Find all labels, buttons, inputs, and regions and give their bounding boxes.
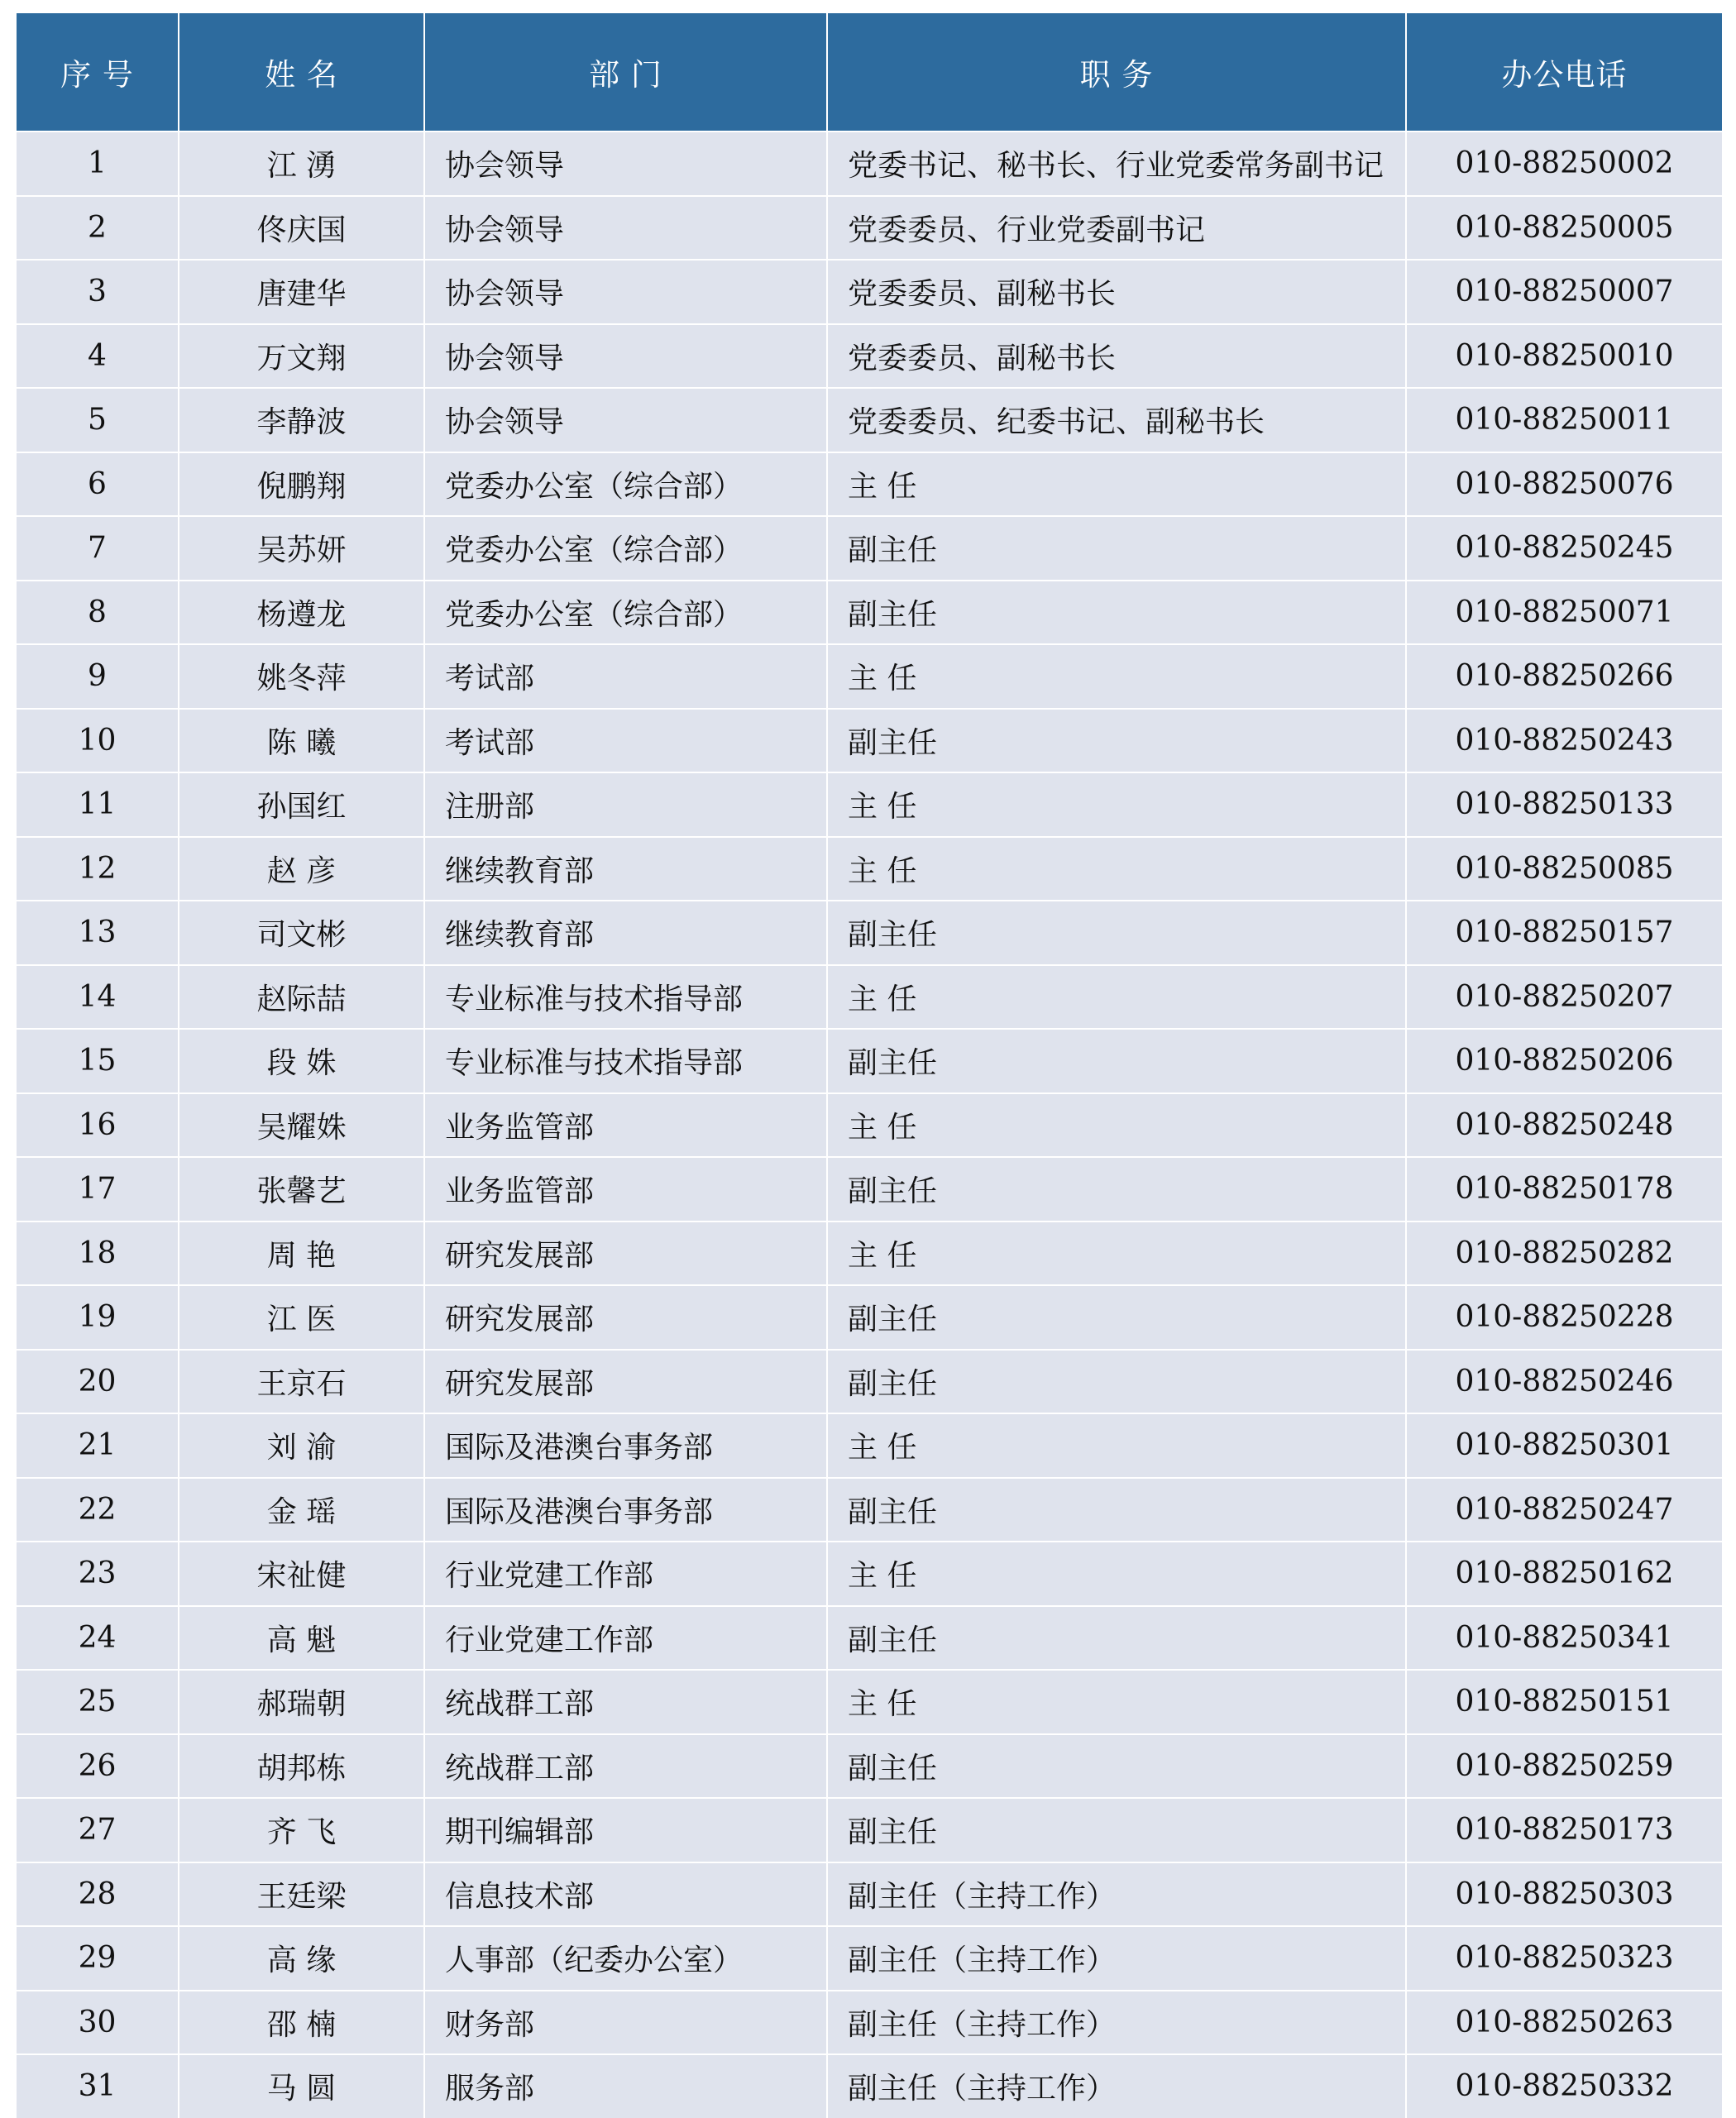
cell-name: 胡邦栋: [179, 1734, 424, 1799]
cell-phone: 010-88250133: [1406, 772, 1722, 837]
cell-phone: 010-88250007: [1406, 260, 1722, 324]
table-row: [17, 644, 1722, 709]
cell-name: 宋祉健: [179, 1542, 424, 1606]
cell-phone: 010-88250005: [1406, 196, 1722, 261]
table-row: [17, 1926, 1722, 1991]
cell-name: 杨遵龙: [179, 581, 424, 645]
cell-name: 万文翔: [179, 324, 424, 389]
cell-name: 金 瑶: [179, 1478, 424, 1542]
cell-dept: 党委办公室（综合部）: [424, 516, 827, 581]
cell-role: 主 任: [827, 452, 1406, 517]
cell-name: 刘 渝: [179, 1413, 424, 1478]
cell-dept: 业务监管部: [424, 1157, 827, 1222]
cell-name: 马 圆: [179, 2054, 424, 2118]
cell-name: 佟庆国: [179, 196, 424, 261]
cell-name: 段 姝: [179, 1029, 424, 1093]
cell-no: 11: [17, 772, 179, 837]
cell-phone: 010-88250303: [1406, 1862, 1722, 1927]
cell-name: 邵 楠: [179, 1991, 424, 2055]
cell-phone: 010-88250071: [1406, 581, 1722, 645]
table-row: [17, 709, 1722, 773]
cell-role: 主 任: [827, 1542, 1406, 1606]
header-phone: 办公电话: [1406, 13, 1722, 131]
table-row: [17, 452, 1722, 517]
cell-phone: 010-88250151: [1406, 1670, 1722, 1734]
cell-dept: 注册部: [424, 772, 827, 837]
cell-role: 副主任: [827, 1478, 1406, 1542]
cell-phone: 010-88250246: [1406, 1350, 1722, 1414]
header-row: [17, 13, 1722, 131]
cell-no: 9: [17, 644, 179, 709]
cell-role: 副主任: [827, 1606, 1406, 1671]
cell-phone: 010-88250323: [1406, 1926, 1722, 1991]
cell-no: 26: [17, 1734, 179, 1799]
cell-role: 副主任: [827, 1285, 1406, 1350]
table-row: [17, 516, 1722, 581]
cell-phone: 010-88250173: [1406, 1798, 1722, 1862]
cell-no: 10: [17, 709, 179, 773]
table-row: [17, 196, 1722, 261]
table-body: [17, 131, 1722, 2118]
cell-no: 5: [17, 388, 179, 452]
cell-role: 副主任: [827, 1734, 1406, 1799]
table-row: [17, 131, 1722, 196]
contact-table: [17, 13, 1722, 2118]
cell-dept: 专业标准与技术指导部: [424, 1029, 827, 1093]
cell-dept: 协会领导: [424, 196, 827, 261]
cell-dept: 党委办公室（综合部）: [424, 581, 827, 645]
cell-phone: 010-88250010: [1406, 324, 1722, 389]
table-row: [17, 1991, 1722, 2055]
cell-phone: 010-88250332: [1406, 2054, 1722, 2118]
cell-role: 副主任（主持工作）: [827, 1862, 1406, 1927]
cell-name: 郝瑞朝: [179, 1670, 424, 1734]
cell-name: 吴耀姝: [179, 1093, 424, 1158]
cell-dept: 统战群工部: [424, 1670, 827, 1734]
cell-no: 7: [17, 516, 179, 581]
cell-no: 27: [17, 1798, 179, 1862]
cell-dept: 研究发展部: [424, 1350, 827, 1414]
cell-dept: 专业标准与技术指导部: [424, 965, 827, 1030]
contact-table-container: [17, 13, 1722, 2118]
cell-phone: 010-88250178: [1406, 1157, 1722, 1222]
cell-dept: 国际及港澳台事务部: [424, 1413, 827, 1478]
cell-dept: 人事部（纪委办公室）: [424, 1926, 827, 1991]
cell-name: 江 湧: [179, 131, 424, 196]
cell-dept: 研究发展部: [424, 1222, 827, 1286]
cell-name: 周 艳: [179, 1222, 424, 1286]
cell-role: 副主任: [827, 1157, 1406, 1222]
cell-phone: 010-88250206: [1406, 1029, 1722, 1093]
cell-role: 党委书记、秘书长、行业党委常务副书记: [827, 131, 1406, 196]
cell-dept: 继续教育部: [424, 837, 827, 901]
header-role: 职 务: [827, 13, 1406, 131]
cell-no: 2: [17, 196, 179, 261]
cell-name: 司文彬: [179, 901, 424, 965]
cell-dept: 财务部: [424, 1991, 827, 2055]
table-row: [17, 1798, 1722, 1862]
cell-phone: 010-88250011: [1406, 388, 1722, 452]
cell-dept: 行业党建工作部: [424, 1606, 827, 1671]
table-row: [17, 1222, 1722, 1286]
cell-name: 张馨艺: [179, 1157, 424, 1222]
cell-role: 主 任: [827, 837, 1406, 901]
cell-dept: 协会领导: [424, 324, 827, 389]
cell-dept: 协会领导: [424, 388, 827, 452]
table-row: [17, 1029, 1722, 1093]
cell-name: 倪鹏翔: [179, 452, 424, 517]
cell-phone: 010-88250248: [1406, 1093, 1722, 1158]
cell-role: 主 任: [827, 1222, 1406, 1286]
cell-no: 22: [17, 1478, 179, 1542]
cell-dept: 继续教育部: [424, 901, 827, 965]
table-row: [17, 1350, 1722, 1414]
cell-no: 3: [17, 260, 179, 324]
cell-dept: 党委办公室（综合部）: [424, 452, 827, 517]
cell-dept: 协会领导: [424, 131, 827, 196]
cell-role: 副主任（主持工作）: [827, 1991, 1406, 2055]
cell-name: 陈 曦: [179, 709, 424, 773]
cell-phone: 010-88250002: [1406, 131, 1722, 196]
cell-dept: 业务监管部: [424, 1093, 827, 1158]
table-row: [17, 260, 1722, 324]
table-row: [17, 1478, 1722, 1542]
cell-no: 29: [17, 1926, 179, 1991]
table-row: [17, 1606, 1722, 1671]
cell-name: 孙国红: [179, 772, 424, 837]
cell-role: 副主任（主持工作）: [827, 1926, 1406, 1991]
cell-phone: 010-88250282: [1406, 1222, 1722, 1286]
cell-phone: 010-88250157: [1406, 901, 1722, 965]
cell-no: 13: [17, 901, 179, 965]
cell-role: 副主任: [827, 581, 1406, 645]
cell-no: 14: [17, 965, 179, 1030]
table-row: [17, 901, 1722, 965]
cell-role: 党委委员、副秘书长: [827, 260, 1406, 324]
cell-phone: 010-88250301: [1406, 1413, 1722, 1478]
cell-no: 30: [17, 1991, 179, 2055]
cell-no: 16: [17, 1093, 179, 1158]
table-row: [17, 388, 1722, 452]
cell-dept: 考试部: [424, 644, 827, 709]
table-row: [17, 1093, 1722, 1158]
cell-role: 副主任: [827, 901, 1406, 965]
cell-role: 主 任: [827, 965, 1406, 1030]
cell-dept: 研究发展部: [424, 1285, 827, 1350]
cell-role: 副主任: [827, 1029, 1406, 1093]
cell-no: 17: [17, 1157, 179, 1222]
cell-role: 副主任: [827, 1798, 1406, 1862]
cell-name: 高 魁: [179, 1606, 424, 1671]
cell-no: 25: [17, 1670, 179, 1734]
table-row: [17, 1157, 1722, 1222]
cell-no: 31: [17, 2054, 179, 2118]
cell-phone: 010-88250266: [1406, 644, 1722, 709]
cell-name: 江 医: [179, 1285, 424, 1350]
cell-role: 主 任: [827, 1670, 1406, 1734]
cell-name: 赵 彦: [179, 837, 424, 901]
table-row: [17, 581, 1722, 645]
cell-role: 副主任: [827, 709, 1406, 773]
table-row: [17, 324, 1722, 389]
cell-name: 姚冬萍: [179, 644, 424, 709]
cell-role: 主 任: [827, 772, 1406, 837]
cell-name: 高 缘: [179, 1926, 424, 1991]
cell-no: 6: [17, 452, 179, 517]
cell-no: 15: [17, 1029, 179, 1093]
cell-dept: 行业党建工作部: [424, 1542, 827, 1606]
cell-dept: 协会领导: [424, 260, 827, 324]
cell-phone: 010-88250245: [1406, 516, 1722, 581]
cell-role: 主 任: [827, 644, 1406, 709]
cell-name: 赵际喆: [179, 965, 424, 1030]
table-row: [17, 1734, 1722, 1799]
cell-name: 李静波: [179, 388, 424, 452]
cell-name: 吴苏妍: [179, 516, 424, 581]
cell-no: 12: [17, 837, 179, 901]
cell-no: 28: [17, 1862, 179, 1927]
cell-phone: 010-88250207: [1406, 965, 1722, 1030]
cell-phone: 010-88250085: [1406, 837, 1722, 901]
cell-no: 18: [17, 1222, 179, 1286]
table-row: [17, 1542, 1722, 1606]
cell-phone: 010-88250247: [1406, 1478, 1722, 1542]
cell-dept: 统战群工部: [424, 1734, 827, 1799]
cell-phone: 010-88250259: [1406, 1734, 1722, 1799]
cell-dept: 国际及港澳台事务部: [424, 1478, 827, 1542]
cell-role: 党委委员、副秘书长: [827, 324, 1406, 389]
cell-name: 齐 飞: [179, 1798, 424, 1862]
cell-no: 19: [17, 1285, 179, 1350]
table-row: [17, 1413, 1722, 1478]
cell-role: 副主任: [827, 1350, 1406, 1414]
cell-no: 4: [17, 324, 179, 389]
cell-role: 党委委员、行业党委副书记: [827, 196, 1406, 261]
cell-dept: 信息技术部: [424, 1862, 827, 1927]
table-row: [17, 1670, 1722, 1734]
header-name: 姓 名: [179, 13, 424, 131]
cell-role: 主 任: [827, 1093, 1406, 1158]
cell-name: 王京石: [179, 1350, 424, 1414]
cell-phone: 010-88250228: [1406, 1285, 1722, 1350]
cell-no: 24: [17, 1606, 179, 1671]
cell-role: 主 任: [827, 1413, 1406, 1478]
cell-no: 21: [17, 1413, 179, 1478]
table-row: [17, 2054, 1722, 2118]
cell-dept: 服务部: [424, 2054, 827, 2118]
cell-no: 1: [17, 131, 179, 196]
table-header: [17, 13, 1722, 131]
cell-role: 党委委员、纪委书记、副秘书长: [827, 388, 1406, 452]
table-row: [17, 1862, 1722, 1927]
table-row: [17, 965, 1722, 1030]
table-row: [17, 837, 1722, 901]
cell-phone: 010-88250076: [1406, 452, 1722, 517]
cell-no: 20: [17, 1350, 179, 1414]
cell-dept: 期刊编辑部: [424, 1798, 827, 1862]
cell-name: 唐建华: [179, 260, 424, 324]
cell-phone: 010-88250243: [1406, 709, 1722, 773]
cell-phone: 010-88250162: [1406, 1542, 1722, 1606]
header-dept: 部 门: [424, 13, 827, 131]
cell-role: 副主任: [827, 516, 1406, 581]
cell-phone: 010-88250341: [1406, 1606, 1722, 1671]
header-no: 序 号: [17, 13, 179, 131]
cell-phone: 010-88250263: [1406, 1991, 1722, 2055]
cell-role: 副主任（主持工作）: [827, 2054, 1406, 2118]
table-row: [17, 772, 1722, 837]
cell-name: 王廷梁: [179, 1862, 424, 1927]
cell-no: 8: [17, 581, 179, 645]
cell-dept: 考试部: [424, 709, 827, 773]
table-row: [17, 1285, 1722, 1350]
cell-no: 23: [17, 1542, 179, 1606]
